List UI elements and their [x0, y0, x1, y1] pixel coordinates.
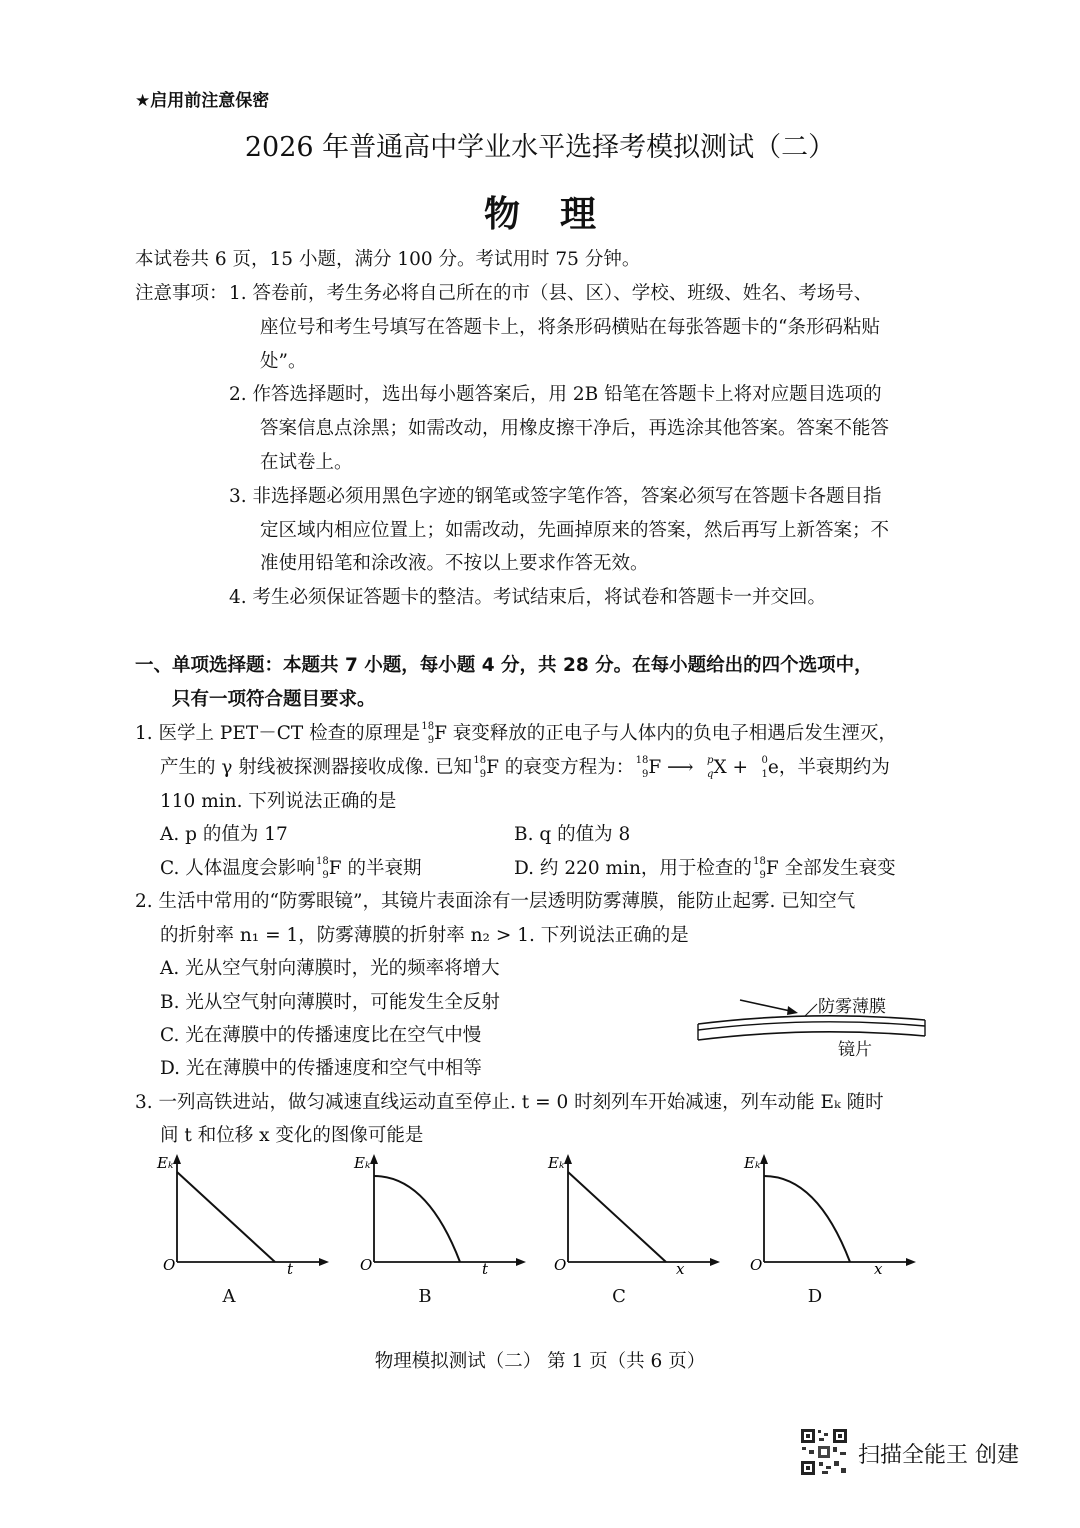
graph-label-d: D: [807, 1286, 823, 1307]
y-axis-label: Eₖ: [157, 1154, 174, 1172]
notice-line: 准使用铅笔和涂改液。不按以上要求作答无效。: [260, 553, 649, 574]
x-axis-label: x: [874, 1260, 883, 1278]
origin-label: O: [750, 1256, 763, 1274]
q2-option-d[interactable]: D. 光在薄膜中的传播速度和空气中相等: [160, 1058, 482, 1079]
section-heading-cont: 只有一项符合题目要求。: [172, 689, 376, 710]
notice-line: 定区域内相应位置上；如需改动，先画掉原来的答案，然后再写上新答案；不: [260, 520, 890, 541]
origin-label: O: [360, 1256, 373, 1274]
origin-label: O: [163, 1256, 176, 1274]
intro-text: 本试卷共 6 页，15 小题，满分 100 分。考试用时 75 分钟。: [135, 249, 641, 270]
film-label: 防雾薄膜: [818, 997, 886, 1017]
q1-line1: 1. 医学上 PET－CT 检查的原理是 18 9 F 衰变释放的正电子与人体内的负电子相遇后发生湮灭，: [135, 721, 897, 746]
q3-line2: 间 t 和位移 x 变化的图像可能是: [160, 1125, 424, 1146]
q1-option-a[interactable]: A. p 的值为 17: [160, 824, 288, 845]
f18-nuclide: 18 9: [316, 856, 329, 881]
notice-line: 4. 考生必须保证答题卡的整洁。考试结束后，将试卷和答题卡一并交回。: [229, 587, 827, 608]
q2-option-c[interactable]: C. 光在薄膜中的传播速度比在空气中慢: [160, 1025, 482, 1046]
x-axis-label: x: [676, 1260, 685, 1278]
graph-label-b: B: [418, 1286, 432, 1307]
q2-option-a[interactable]: A. 光从空气射向薄膜时，光的频率将增大: [160, 958, 500, 979]
graph-d[interactable]: [742, 1152, 917, 1282]
graph-c[interactable]: [546, 1152, 721, 1282]
notice-line: 1. 答卷前，考生务必将自己所在的市（县、区）、学校、班级、姓名、考场号、: [229, 283, 873, 304]
f18-nuclide: 18 9: [635, 755, 649, 780]
graph-b[interactable]: [352, 1152, 527, 1282]
x-axis-label: t: [287, 1260, 294, 1278]
f18-nuclide: 18 9: [753, 856, 766, 881]
f18-nuclide: 18 9: [473, 755, 487, 780]
q1-option-b[interactable]: B. q 的值为 8: [514, 824, 631, 845]
graph-label-c: C: [612, 1286, 626, 1307]
q1-option-d[interactable]: D. 约 220 min，用于检查的 18 9 F 全部发生衰变: [514, 856, 896, 881]
q1-line2: 产生的 γ 射线被探测器接收成像. 已知 18 9 F 的衰变方程为： 18 9 F ⟶ p q X + 0 1 e，半衰期约为: [160, 755, 890, 780]
y-axis-label: Eₖ: [354, 1154, 371, 1172]
positron-symbol: 0 1: [761, 755, 768, 780]
y-axis-label: Eₖ: [548, 1154, 565, 1172]
f18-nuclide: 18 9: [421, 721, 435, 746]
notice-line: 处”。: [260, 351, 307, 372]
notice-line: 答案信息点涂黑；如需改动，用橡皮擦干净后，再选涂其他答案。答案不能答: [260, 418, 890, 439]
lens-label: 镜片: [838, 1040, 872, 1060]
confidential-notice: ★启用前注意保密: [135, 91, 270, 111]
page-footer: 物理模拟测试（二） 第 1 页（共 6 页）: [374, 1351, 706, 1372]
y-axis-label: Eₖ: [744, 1154, 761, 1172]
subject-title: 物理: [483, 194, 636, 235]
origin-label: O: [554, 1256, 567, 1274]
exam-title: 2026 年普通高中学业水平选择考模拟测试（二）: [244, 132, 836, 163]
q1-option-c[interactable]: C. 人体温度会影响 18 9 F 的半衰期: [160, 856, 422, 881]
q2-line2: 的折射率 n₁ = 1，防雾薄膜的折射率 n₂ > 1. 下列说法正确的是: [160, 925, 689, 946]
q2-option-b[interactable]: B. 光从空气射向薄膜时，可能发生全反射: [160, 992, 500, 1013]
q1-line3: 110 min. 下列说法正确的是: [160, 791, 397, 812]
x-axis-label: t: [482, 1260, 489, 1278]
notice-line: 3. 非选择题必须用黑色字迹的钢笔或签字笔作答，答案必须写在答题卡各题目指: [229, 486, 882, 507]
lens-diagram: [690, 990, 935, 1060]
notice-line: 座位号和考生号填写在答题卡上，将条形码横贴在每张答题卡的“条形码粘贴: [260, 317, 880, 338]
q3-line1: 3. 一列高铁进站，做匀减速直线运动直至停止. t = 0 时刻列车开始减速，列车动能 Eₖ 随时: [135, 1092, 884, 1113]
notice-line: 2. 作答选择题时，选出每小题答案后，用 2B 铅笔在答题卡上将对应题目选项的: [229, 384, 882, 405]
qr-code-icon: [800, 1428, 848, 1476]
q2-line1: 2. 生活中常用的“防雾眼镜”，其镜片表面涂有一层透明防雾薄膜，能防止起雾. 已知空气: [135, 891, 856, 912]
notice-label: 注意事项：: [135, 283, 228, 304]
x-nuclide: p q: [707, 755, 714, 780]
notice-line: 在试卷上。: [260, 452, 353, 473]
section-heading: 一、单项选择题：本题共 7 小题，每小题 4 分，共 28 分。在每小题给出的四个选项中，: [135, 655, 873, 676]
scanner-watermark: 扫描全能王 创建: [858, 1443, 1019, 1468]
graph-label-a: A: [222, 1286, 236, 1307]
graph-a[interactable]: [155, 1152, 330, 1282]
